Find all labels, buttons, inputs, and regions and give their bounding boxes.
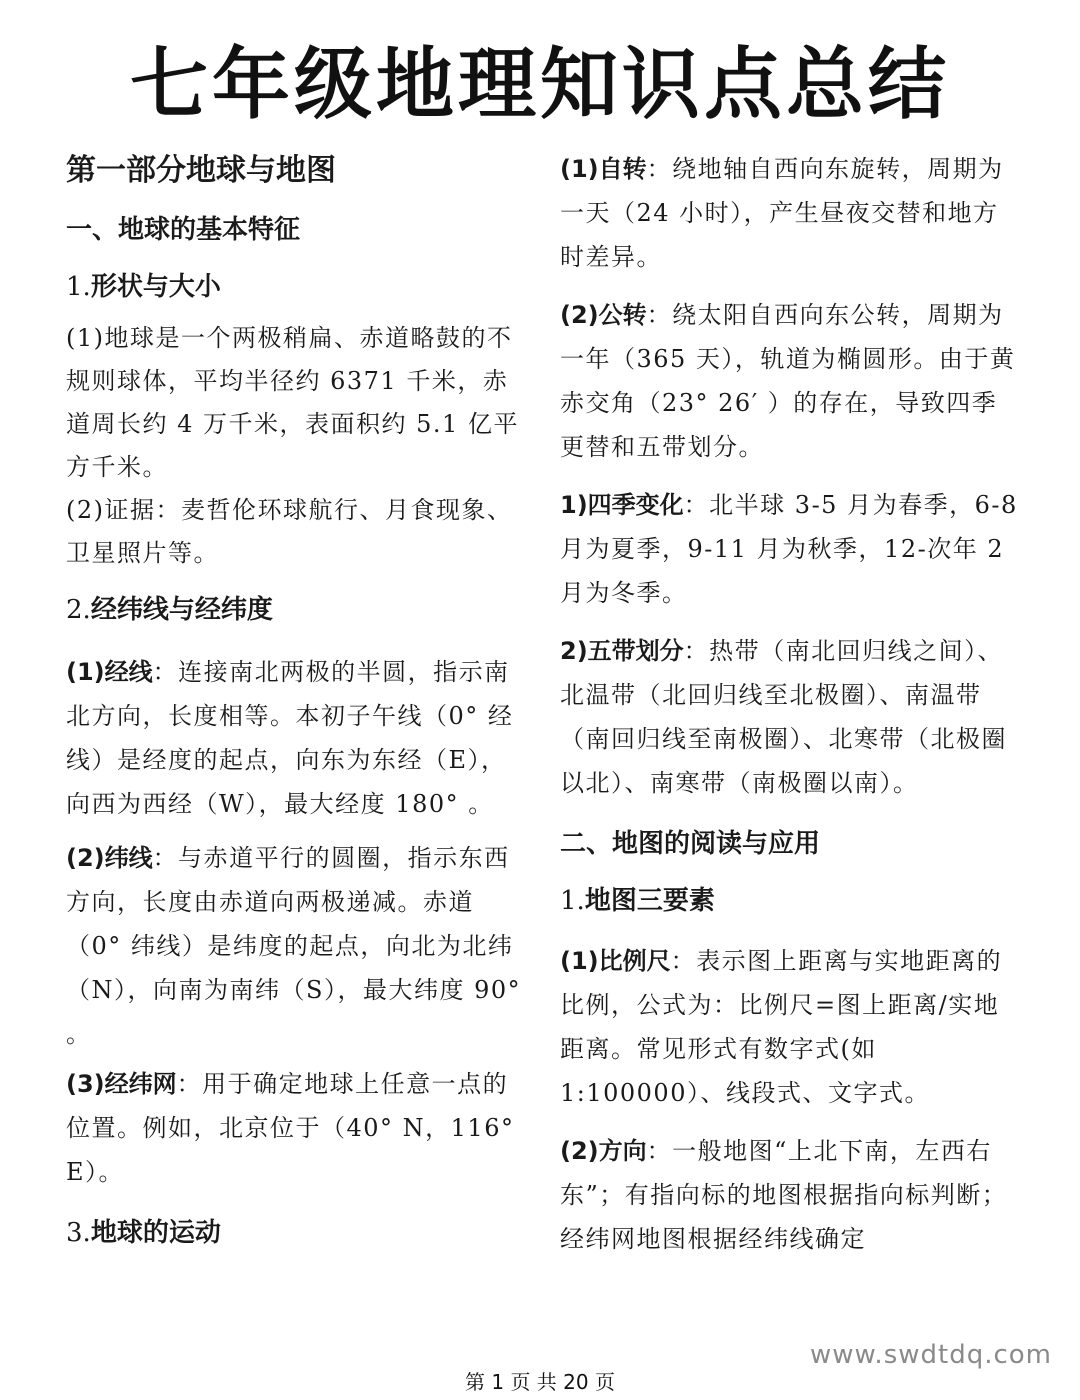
section-heading-maps: 二、地图的阅读与应用 [560,829,821,859]
subheading-grid-lines [66,589,528,626]
label-rotation: (1)自转 [560,155,647,183]
subheading-map-elements [560,880,1020,917]
subheading-title: 地图三要素 [584,886,715,916]
paragraph-revolution [560,293,1020,469]
subheading-title: 经纬线与经纬度 [90,595,273,625]
subheading-title: 地球的运动 [90,1218,221,1248]
text-revolution: ：绕太阳自西向东公转，周期为一年（365 天），轨道为椭圆形。由于黄赤交角（23° 26′ ）的存在，导致四季更替和五带划分。 [560,301,1016,461]
paragraph-shape: (1)地球是一个两极稍扁、赤道略鼓的不规则球体，平均半径约 6371 千米，赤道周长约 4 万千米，表面积约 5.1 亿平方千米。 [66,324,519,481]
subheading-number: 2. [66,595,91,625]
paragraph-seasons [560,483,1020,615]
label-seasons: 1)四季变化 [560,491,684,519]
section-heading-earth-features: 一、地球的基本特征 [66,215,301,245]
left-column [66,145,528,1263]
text-five-zones: ：热带（南北回归线之间）、北温带（北回归线至北极圈）、南温带（南回归线至南极圈）、北寒带（北极圈以北）、南寒带（南极圈以南）。 [560,637,1007,797]
subheading-title: 形状与大小 [90,272,221,302]
watermark: www.swdtdq.com [810,1340,1052,1370]
paragraph-five-zones [560,629,1020,805]
label-direction: (2)方向 [560,1137,647,1165]
page-number: 第 1 页 共 20 页 [465,1370,615,1394]
subheading-shape-size [66,266,528,303]
part-heading: 第一部分地球与地图 [66,153,336,188]
subheading-earth-motion [66,1212,528,1249]
label-revolution: (2)公转 [560,301,647,329]
paragraph-grid [66,1062,528,1194]
text-scale: ：表示图上距离与实地距离的比例，公式为：比例尺=图上距离/实地距离。常见形式有数字式(如 1:100000）、线段式、文字式。 [560,947,1003,1107]
paragraph-evidence: (2)证据：麦哲伦环球航行、月食现象、卫星照片等。 [66,496,513,567]
text-direction: ：一般地图“上北下南，左西右东”；有指向标的地图根据指向标判断；经纬网地图根据经纬线确定 [560,1137,1008,1253]
subheading-number: 1. [560,886,585,916]
text-parallel: ：与赤道平行的圆圈，指示东西方向，长度由赤道向两极递减。赤道（0° 纬线）是纬度的起点，向北为北纬（N），向南为南纬（S），最大纬度 90° 。 [66,844,522,1048]
page-title: 七年级地理知识点总结 [129,40,950,130]
paragraph-scale [560,939,1020,1115]
text-rotation: ：绕地轴自西向东旋转，周期为一天（24 小时），产生昼夜交替和地方时差异。 [560,155,1004,271]
text-seasons: ：北半球 3-5 月为春季，6-8 月为夏季，9-11 月为秋季，12-次年 2 月为冬季。 [560,491,1018,607]
label-scale: (1)比例尺 [560,947,671,975]
paragraph-direction [560,1129,1020,1261]
right-column [560,145,1020,1267]
text-meridian: ：连接南北两极的半圆，指示南北方向，长度相等。本初子午线（0° 经线）是经度的起点，向东为东经（E），向西为西经（W），最大经度 180° 。 [66,658,514,818]
label-parallel: (2)纬线 [66,844,153,872]
label-grid: (3)经纬网 [66,1070,177,1098]
text-grid: ：用于确定地球上任意一点的位置。例如，北京位于（40° N，116° E）。 [66,1070,515,1186]
paragraph-rotation [560,147,1020,279]
label-five-zones: 2)五带划分 [560,637,684,665]
label-meridian: (1)经线 [66,658,153,686]
paragraph-parallel [66,836,528,1056]
subheading-number: 1. [66,272,91,302]
subheading-number: 3. [66,1218,91,1248]
paragraph-meridian [66,650,528,826]
